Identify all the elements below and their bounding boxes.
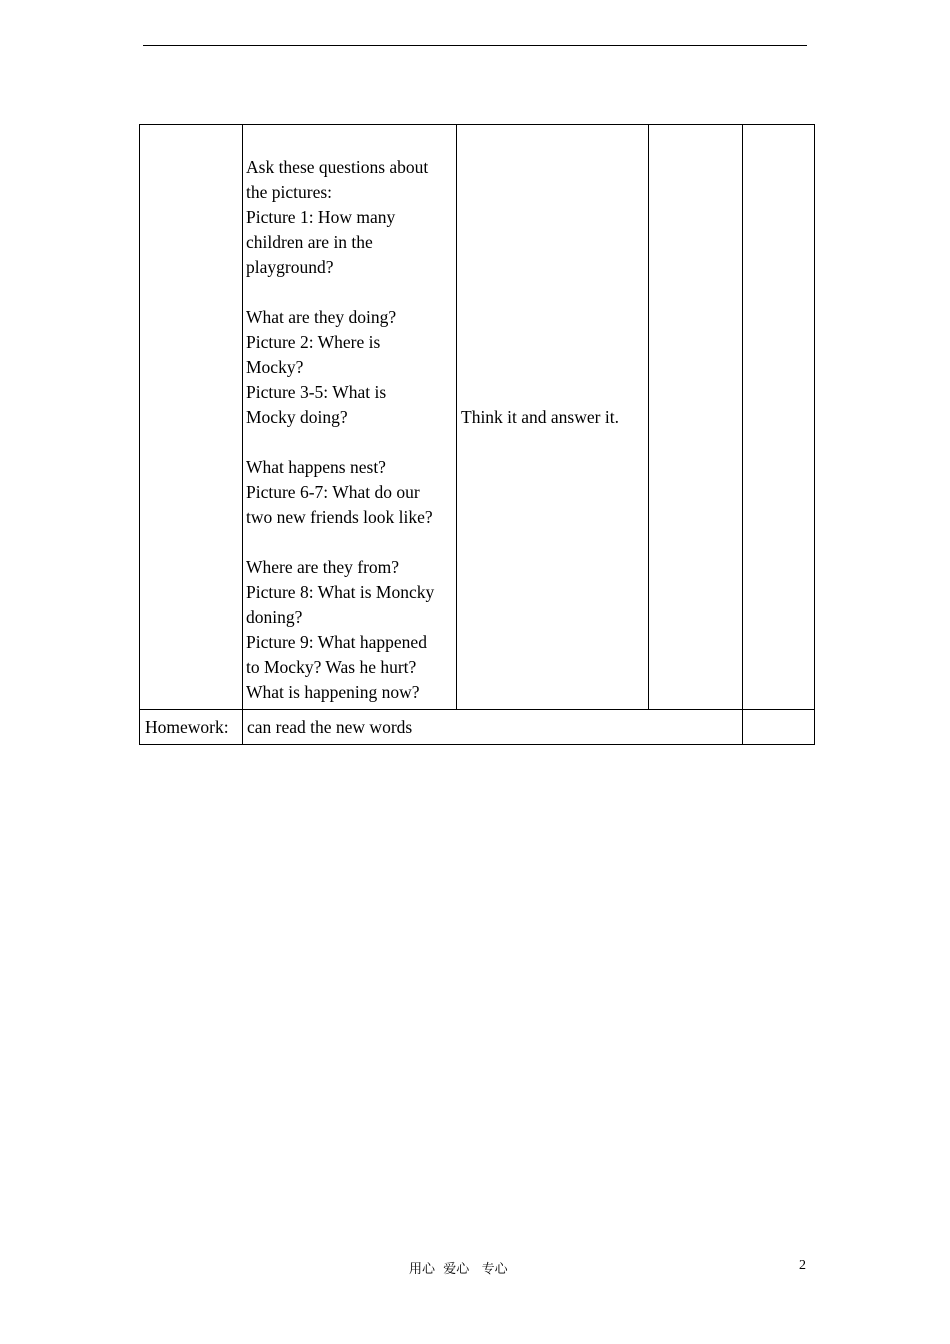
question-line: children are in the	[246, 232, 373, 252]
question-line: Picture 2: Where is	[246, 332, 381, 352]
question-line: Ask these questions about	[246, 157, 429, 177]
question-line: What happens nest?	[246, 457, 386, 477]
question-line: Picture 8: What is Moncky	[246, 582, 435, 602]
footer-motto: 用心 爱心 专心	[409, 1262, 508, 1277]
question-line: Picture 6-7: What do our	[246, 482, 420, 502]
question-line: Picture 9: What happened	[246, 632, 427, 652]
question-line: Mocky doing?	[246, 407, 348, 427]
student-activity-cell: Think it and answer it.	[457, 125, 649, 710]
notes-cell	[743, 125, 815, 710]
header-rule	[143, 45, 807, 46]
table-row	[140, 125, 815, 710]
question-line: Where are they from?	[246, 557, 400, 577]
question-line: the pictures:	[246, 182, 333, 202]
question-line: What is happening now?	[246, 682, 420, 702]
lesson-plan-table	[139, 124, 815, 745]
question-line: doning?	[246, 607, 303, 627]
homework-row	[140, 710, 815, 745]
homework-label: Homework:	[140, 710, 243, 745]
homework-text: can read the new words	[243, 710, 743, 745]
question-line: Picture 1: How many	[246, 207, 396, 227]
question-line: to Mocky? Was he hurt?	[246, 657, 417, 677]
teacher-activity-cell	[243, 125, 457, 710]
homework-notes-cell	[743, 710, 815, 745]
question-line: two new friends look like?	[246, 507, 433, 527]
question-line: playground?	[246, 257, 334, 277]
question-line: Mocky?	[246, 357, 304, 377]
step-cell	[140, 125, 243, 710]
purpose-cell	[649, 125, 743, 710]
question-line: What are they doing?	[246, 307, 397, 327]
question-line: Picture 3-5: What is	[246, 382, 387, 402]
page-number: 2	[799, 1258, 806, 1273]
